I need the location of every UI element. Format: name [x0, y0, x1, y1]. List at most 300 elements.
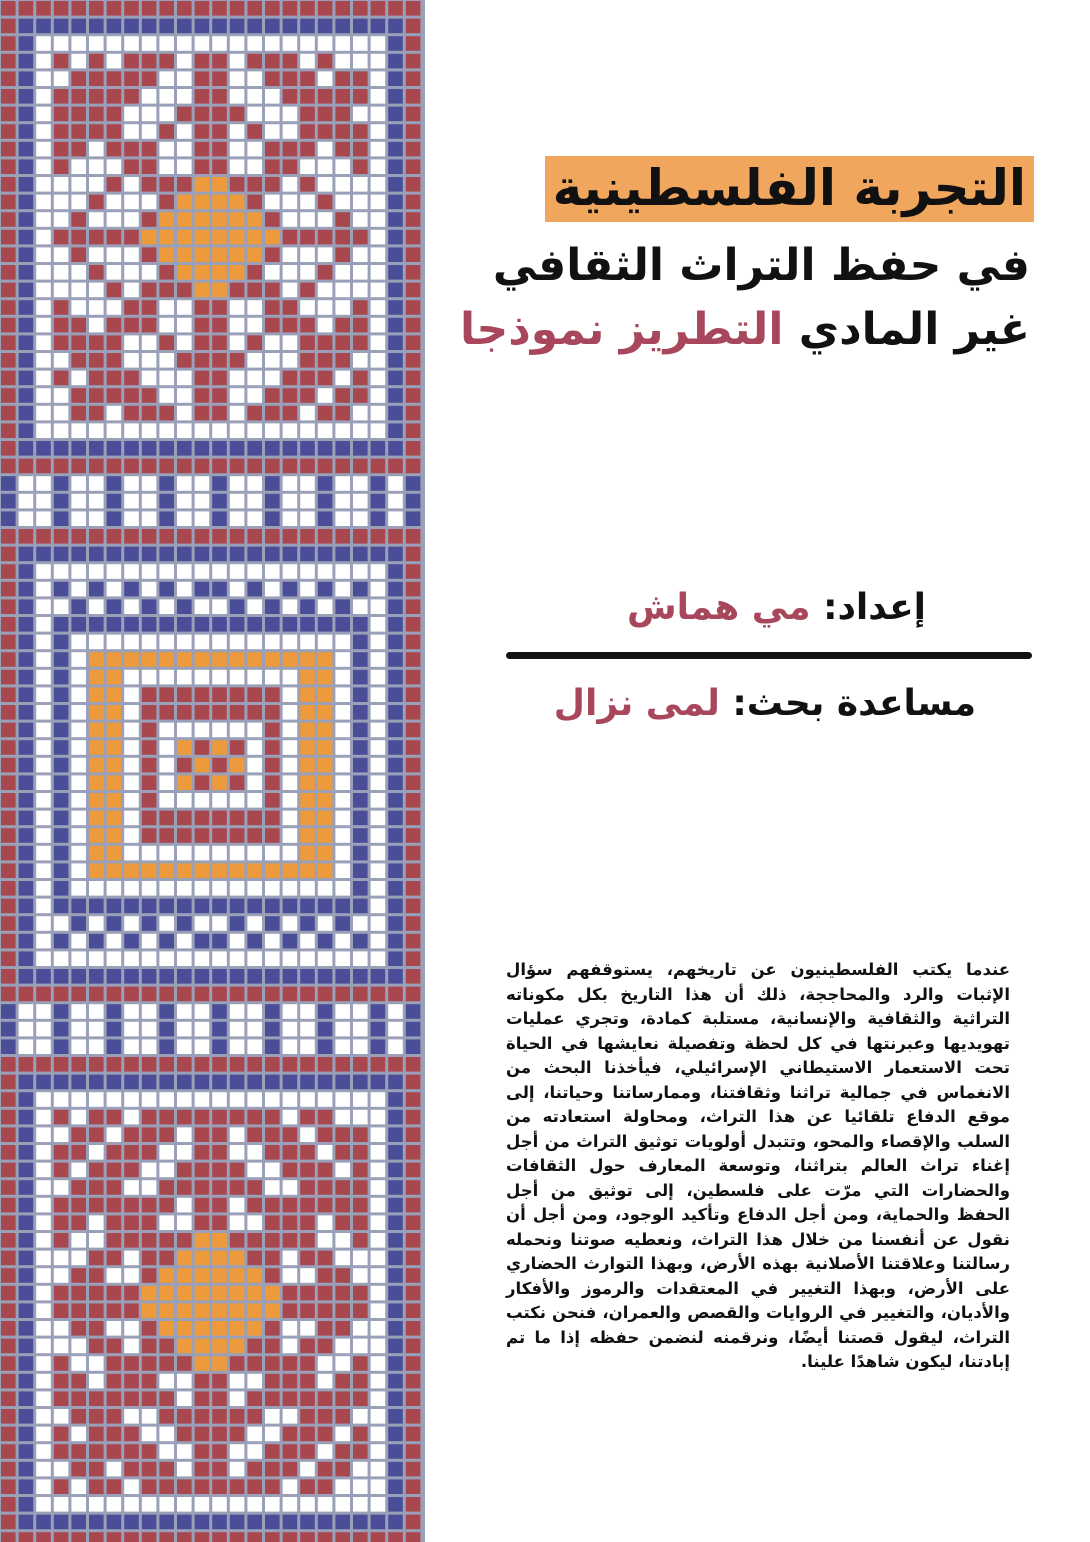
stitch-cell — [265, 476, 280, 491]
stitch-cell — [36, 881, 51, 896]
stitch-cell — [36, 1391, 51, 1406]
stitch-cell — [247, 159, 262, 174]
stitch-cell — [335, 617, 350, 632]
stitch-cell — [406, 1286, 421, 1301]
stitch-cell — [1, 1462, 16, 1477]
stitch-cell — [353, 863, 368, 878]
stitch-cell — [388, 881, 403, 896]
stitch-cell — [1, 1479, 16, 1494]
stitch-cell — [54, 811, 69, 826]
stitch-cell — [283, 564, 298, 579]
stitch-cell — [335, 1145, 350, 1160]
stitch-cell — [195, 423, 210, 438]
stitch-cell — [195, 793, 210, 808]
stitch-cell — [36, 1251, 51, 1266]
stitch-cell — [335, 124, 350, 139]
stitch-cell — [54, 476, 69, 491]
stitch-cell — [406, 212, 421, 227]
stitch-cell — [318, 652, 333, 667]
stitch-cell — [159, 89, 174, 104]
stitch-cell — [335, 159, 350, 174]
stitch-cell — [71, 230, 86, 245]
stitch-cell — [71, 476, 86, 491]
stitch-cell — [353, 652, 368, 667]
stitch-cell — [142, 1356, 157, 1371]
stitch-cell — [300, 142, 315, 157]
stitch-cell — [124, 476, 139, 491]
stitch-cell — [300, 283, 315, 298]
stitch-cell — [265, 987, 280, 1002]
stitch-cell — [406, 1092, 421, 1107]
stitch-cell — [371, 723, 386, 738]
stitch-cell — [1, 1532, 16, 1542]
stitch-cell — [265, 107, 280, 122]
stitch-cell — [300, 36, 315, 51]
stitch-cell — [335, 142, 350, 157]
stitch-cell — [177, 1022, 192, 1037]
stitch-cell — [388, 564, 403, 579]
stitch-cell — [107, 916, 122, 931]
stitch-cell — [54, 1145, 69, 1160]
stitch-cell — [265, 547, 280, 562]
stitch-cell — [230, 547, 245, 562]
stitch-cell — [318, 529, 333, 544]
stitch-cell — [388, 1321, 403, 1336]
stitch-cell — [142, 335, 157, 350]
stitch-cell — [371, 1004, 386, 1019]
stitch-cell — [195, 1004, 210, 1019]
stitch-cell — [177, 670, 192, 685]
stitch-cell — [406, 459, 421, 474]
stitch-cell — [19, 54, 34, 69]
stitch-cell — [353, 1092, 368, 1107]
stitch-cell — [388, 670, 403, 685]
stitch-cell — [36, 1233, 51, 1248]
stitch-cell — [36, 476, 51, 491]
stitch-cell — [353, 1004, 368, 1019]
stitch-cell — [195, 1110, 210, 1125]
stitch-cell — [212, 124, 227, 139]
stitch-cell — [335, 335, 350, 350]
stitch-cell — [36, 1145, 51, 1160]
stitch-cell — [142, 1321, 157, 1336]
stitch-cell — [54, 71, 69, 86]
stitch-cell — [371, 230, 386, 245]
stitch-cell — [71, 529, 86, 544]
stitch-cell — [107, 300, 122, 315]
stitch-cell — [283, 247, 298, 262]
stitch-cell — [54, 1075, 69, 1090]
stitch-cell — [353, 828, 368, 843]
stitch-cell — [335, 1339, 350, 1354]
stitch-cell — [177, 388, 192, 403]
stitch-cell — [195, 969, 210, 984]
stitch-cell — [54, 1462, 69, 1477]
stitch-cell — [195, 705, 210, 720]
stitch-cell — [300, 159, 315, 174]
stitch-cell — [89, 1110, 104, 1125]
stitch-cell — [107, 71, 122, 86]
stitch-cell — [19, 335, 34, 350]
stitch-cell — [19, 353, 34, 368]
stitch-cell — [195, 335, 210, 350]
stitch-cell — [318, 1163, 333, 1178]
stitch-cell — [265, 1, 280, 16]
stitch-cell — [177, 89, 192, 104]
stitch-cell — [54, 1092, 69, 1107]
stitch-cell — [1, 916, 16, 931]
stitch-cell — [300, 635, 315, 650]
stitch-cell — [107, 1163, 122, 1178]
stitch-cell — [406, 476, 421, 491]
stitch-cell — [265, 300, 280, 315]
stitch-cell — [177, 828, 192, 843]
stitch-cell — [36, 564, 51, 579]
stitch-cell — [54, 1374, 69, 1389]
stitch-cell — [247, 1356, 262, 1371]
stitch-cell — [283, 195, 298, 210]
stitch-cell — [353, 247, 368, 262]
stitch-cell — [71, 1321, 86, 1336]
stitch-cell — [54, 1163, 69, 1178]
stitch-cell — [71, 1479, 86, 1494]
stitch-cell — [230, 1339, 245, 1354]
stitch-cell — [54, 529, 69, 544]
stitch-cell — [371, 1110, 386, 1125]
stitch-cell — [247, 511, 262, 526]
stitch-cell — [318, 705, 333, 720]
stitch-cell — [124, 1110, 139, 1125]
stitch-cell — [283, 107, 298, 122]
stitch-cell — [212, 1515, 227, 1530]
stitch-cell — [159, 159, 174, 174]
stitch-cell — [177, 230, 192, 245]
stitch-cell — [230, 19, 245, 34]
stitch-cell — [230, 441, 245, 456]
stitch-cell — [212, 1391, 227, 1406]
stitch-cell — [54, 846, 69, 861]
stitch-cell — [159, 1321, 174, 1336]
stitch-cell — [142, 899, 157, 914]
stitch-cell — [159, 1, 174, 16]
stitch-cell — [71, 1356, 86, 1371]
stitch-cell — [265, 212, 280, 227]
stitch-cell — [107, 1356, 122, 1371]
stitch-cell — [36, 1092, 51, 1107]
stitch-cell — [212, 195, 227, 210]
stitch-cell — [406, 846, 421, 861]
stitch-cell — [71, 951, 86, 966]
stitch-cell — [142, 423, 157, 438]
stitch-cell — [36, 388, 51, 403]
stitch-cell — [89, 740, 104, 755]
stitch-cell — [265, 617, 280, 632]
stitch-cell — [124, 775, 139, 790]
stitch-cell — [300, 687, 315, 702]
stitch-cell — [353, 1479, 368, 1494]
stitch-cell — [142, 1409, 157, 1424]
stitch-cell — [318, 335, 333, 350]
stitch-cell — [159, 124, 174, 139]
stitch-cell — [195, 318, 210, 333]
stitch-cell — [107, 1497, 122, 1512]
stitch-cell — [212, 1427, 227, 1442]
stitch-cell — [54, 1233, 69, 1248]
stitch-cell — [89, 1479, 104, 1494]
stitch-cell — [318, 1391, 333, 1406]
stitch-cell — [230, 635, 245, 650]
stitch-cell — [107, 1374, 122, 1389]
stitch-cell — [371, 1374, 386, 1389]
stitch-cell — [353, 758, 368, 773]
stitch-cell — [71, 353, 86, 368]
stitch-cell — [159, 1427, 174, 1442]
stitch-cell — [142, 54, 157, 69]
stitch-cell — [1, 564, 16, 579]
stitch-cell — [353, 775, 368, 790]
stitch-cell — [195, 670, 210, 685]
stitch-cell — [195, 934, 210, 949]
stitch-cell — [71, 705, 86, 720]
stitch-cell — [388, 459, 403, 474]
stitch-cell — [107, 1339, 122, 1354]
stitch-cell — [212, 1057, 227, 1072]
stitch-cell — [353, 1110, 368, 1125]
stitch-cell — [318, 318, 333, 333]
stitch-cell — [195, 1180, 210, 1195]
stitch-cell — [388, 1198, 403, 1213]
stitch-cell — [107, 353, 122, 368]
stitch-cell — [89, 283, 104, 298]
stitch-cell — [89, 335, 104, 350]
stitch-cell — [265, 740, 280, 755]
stitch-cell — [353, 1303, 368, 1318]
stitch-cell — [335, 758, 350, 773]
stitch-cell — [300, 71, 315, 86]
stitch-cell — [212, 265, 227, 280]
stitch-cell — [1, 740, 16, 755]
stitch-cell — [71, 1, 86, 16]
stitch-cell — [335, 388, 350, 403]
stitch-cell — [177, 1497, 192, 1512]
stitch-cell — [142, 124, 157, 139]
stitch-cell — [247, 406, 262, 421]
stitch-cell — [1, 212, 16, 227]
stitch-cell — [283, 1215, 298, 1230]
stitch-cell — [19, 723, 34, 738]
stitch-cell — [1, 107, 16, 122]
stitch-cell — [177, 1198, 192, 1213]
stitch-cell — [107, 247, 122, 262]
stitch-cell — [212, 1215, 227, 1230]
stitch-cell — [54, 406, 69, 421]
stitch-cell — [300, 1268, 315, 1283]
stitch-cell — [230, 476, 245, 491]
stitch-cell — [159, 1127, 174, 1142]
stitch-cell — [283, 529, 298, 544]
stitch-cell — [1, 758, 16, 773]
stitch-cell — [71, 1374, 86, 1389]
stitch-cell — [230, 599, 245, 614]
stitch-cell — [19, 951, 34, 966]
stitch-cell — [265, 441, 280, 456]
stitch-cell — [89, 1462, 104, 1477]
stitch-cell — [54, 1391, 69, 1406]
stitch-cell — [36, 863, 51, 878]
stitch-cell — [89, 987, 104, 1002]
stitch-cell — [159, 1497, 174, 1512]
stitch-cell — [247, 670, 262, 685]
stitch-cell — [335, 459, 350, 474]
stitch-cell — [159, 1303, 174, 1318]
stitch-cell — [19, 1145, 34, 1160]
stitch-cell — [247, 89, 262, 104]
stitch-cell — [300, 247, 315, 262]
stitch-cell — [19, 1532, 34, 1542]
stitch-cell — [212, 1303, 227, 1318]
stitch-cell — [177, 1391, 192, 1406]
stitch-cell — [406, 1180, 421, 1195]
stitch-cell — [159, 1092, 174, 1107]
stitch-cell — [142, 195, 157, 210]
stitch-cell — [388, 1374, 403, 1389]
stitch-cell — [335, 1180, 350, 1195]
stitch-cell — [142, 529, 157, 544]
stitch-cell — [335, 723, 350, 738]
stitch-cell — [1, 1039, 16, 1054]
stitch-cell — [212, 1444, 227, 1459]
stitch-cell — [406, 1022, 421, 1037]
stitch-cell — [36, 652, 51, 667]
stitch-cell — [195, 212, 210, 227]
stitch-cell — [283, 547, 298, 562]
stitch-cell — [19, 511, 34, 526]
stitch-cell — [247, 828, 262, 843]
stitch-cell — [283, 1462, 298, 1477]
stitch-cell — [1, 230, 16, 245]
stitch-cell — [159, 899, 174, 914]
stitch-cell — [19, 547, 34, 562]
stitch-cell — [388, 1532, 403, 1542]
stitch-cell — [335, 1057, 350, 1072]
stitch-cell — [388, 1145, 403, 1160]
stitch-cell — [36, 212, 51, 227]
stitch-cell — [195, 1462, 210, 1477]
stitch-cell — [318, 775, 333, 790]
stitch-cell — [89, 705, 104, 720]
stitch-cell — [318, 247, 333, 262]
stitch-cell — [71, 142, 86, 157]
stitch-cell — [142, 19, 157, 34]
stitch-cell — [19, 1092, 34, 1107]
stitch-cell — [265, 1391, 280, 1406]
stitch-cell — [388, 1409, 403, 1424]
stitch-cell — [159, 599, 174, 614]
stitch-cell — [19, 635, 34, 650]
stitch-cell — [71, 1409, 86, 1424]
stitch-cell — [388, 1339, 403, 1354]
stitch-cell — [247, 758, 262, 773]
stitch-cell — [318, 1075, 333, 1090]
stitch-cell — [195, 247, 210, 262]
stitch-cell — [318, 828, 333, 843]
subtitle-line-2 — [460, 300, 1030, 360]
stitch-cell — [1, 459, 16, 474]
stitch-cell — [388, 36, 403, 51]
stitch-cell — [371, 1180, 386, 1195]
stitch-cell — [54, 934, 69, 949]
stitch-cell — [71, 441, 86, 456]
stitch-cell — [54, 124, 69, 139]
stitch-cell — [265, 934, 280, 949]
stitch-cell — [142, 564, 157, 579]
stitch-cell — [124, 1356, 139, 1371]
stitch-cell — [371, 371, 386, 386]
stitch-cell — [71, 107, 86, 122]
stitch-cell — [212, 1004, 227, 1019]
stitch-cell — [265, 54, 280, 69]
stitch-cell — [142, 1286, 157, 1301]
stitch-cell — [265, 36, 280, 51]
stitch-cell — [212, 951, 227, 966]
stitch-cell — [212, 406, 227, 421]
stitch-cell — [159, 951, 174, 966]
stitch-cell — [212, 1374, 227, 1389]
stitch-cell — [353, 564, 368, 579]
stitch-cell — [283, 177, 298, 192]
research-assistance-name: لمى نزال — [553, 683, 720, 724]
stitch-cell — [406, 441, 421, 456]
stitch-cell — [353, 265, 368, 280]
stitch-cell — [89, 1092, 104, 1107]
stitch-cell — [89, 1515, 104, 1530]
stitch-cell — [124, 19, 139, 34]
stitch-cell — [318, 599, 333, 614]
stitch-cell — [71, 511, 86, 526]
stitch-cell — [300, 758, 315, 773]
stitch-cell — [177, 300, 192, 315]
stitch-cell — [107, 1233, 122, 1248]
stitch-cell — [71, 934, 86, 949]
stitch-cell — [406, 1479, 421, 1494]
stitch-cell — [247, 617, 262, 632]
stitch-cell — [177, 459, 192, 474]
stitch-cell — [212, 529, 227, 544]
stitch-cell — [300, 881, 315, 896]
stitch-cell — [159, 1004, 174, 1019]
stitch-cell — [124, 1163, 139, 1178]
stitch-cell — [247, 1251, 262, 1266]
stitch-cell — [124, 1092, 139, 1107]
stitch-cell — [71, 599, 86, 614]
stitch-cell — [335, 564, 350, 579]
stitch-cell — [71, 406, 86, 421]
stitch-cell — [71, 318, 86, 333]
stitch-cell — [107, 547, 122, 562]
stitch-cell — [177, 247, 192, 262]
stitch-cell — [195, 881, 210, 896]
stitch-cell — [195, 89, 210, 104]
stitch-cell — [212, 846, 227, 861]
stitch-cell — [71, 1004, 86, 1019]
stitch-cell — [335, 863, 350, 878]
stitch-cell — [36, 1004, 51, 1019]
stitch-cell — [230, 283, 245, 298]
stitch-cell — [265, 159, 280, 174]
stitch-cell — [1, 1180, 16, 1195]
stitch-cell — [71, 388, 86, 403]
stitch-cell — [89, 881, 104, 896]
